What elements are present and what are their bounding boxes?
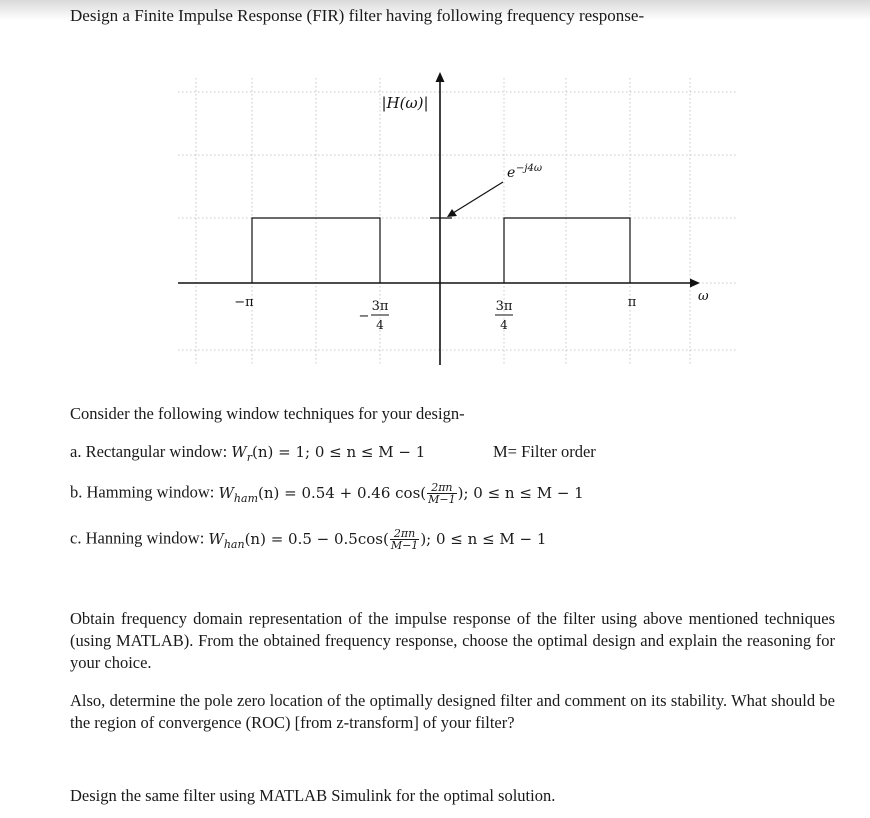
task-paragraph-2: Also, determine the pole zero location of the optimally designed filter and comment on its stability. What should be the region of convergence (ROC) [from z-transform] of your filter? xyxy=(70,691,835,732)
tick-neg-four: 4 xyxy=(376,318,384,332)
hamming-window-line xyxy=(70,482,584,505)
hanning-window-label: c. Hanning window: xyxy=(70,528,209,548)
hanning-fraction: $\frac{2\pi n}{M-1}$ xyxy=(390,527,419,552)
phase-label: e xyxy=(507,165,516,181)
magnitude-label: |H(ω)| xyxy=(381,94,429,112)
tick-neg-pi: −π xyxy=(234,295,254,310)
dotted-grid xyxy=(178,78,738,365)
omega-axis-label: ω xyxy=(698,289,709,304)
hanning-window-formula: $W_{han}(n) = 0.5 - 0.5\cos$( $\frac{2\pi n}{M-1}$ ); 0 ≤ n ≤ M − 1 xyxy=(208,527,547,552)
hamming-fraction: $\frac{2\pi n}{M-1}$ xyxy=(428,481,456,506)
task-paragraph-3: Design the same filter using MATLAB Simulink for the optimal solution. xyxy=(70,786,556,805)
right-passband xyxy=(504,218,630,283)
phase-pointer-arrow xyxy=(453,182,503,213)
intro-text: Consider the following window techniques for your design- xyxy=(70,404,465,423)
hamming-window-label: b. Hamming window: xyxy=(70,482,219,502)
phase-pointer-arrowhead xyxy=(447,209,457,217)
task-paragraph-1: Obtain frequency domain representation of the impulse response of the filter using above mentioned techniques (using MATLAB). From the obtained frequency response, choose the optimal design and explain the reasoning for your choice. xyxy=(70,609,835,672)
frequency-response-figure xyxy=(0,0,870,380)
tick-three-pi: 3π xyxy=(495,299,513,314)
rectangular-window-line xyxy=(70,442,425,464)
rectangular-window-label: a. Rectangular window: xyxy=(70,442,232,461)
page-title: Design a Finite Impulse Response (FIR) filter having following frequency response- xyxy=(70,6,645,25)
tick-four: 4 xyxy=(500,318,508,332)
phase-exponent: −j4ω xyxy=(516,163,542,174)
tick-neg-sign: − xyxy=(358,309,370,324)
hamming-window-formula: $W_{ham}(n) = 0.54 + 0.46$ cos( $\frac{2\pi n}{M-1}$ ); 0 ≤ n ≤ M − 1 xyxy=(218,481,584,506)
omega-axis-arrowhead xyxy=(690,279,700,288)
tick-pos-pi: π xyxy=(627,295,637,310)
filter-order-note: M= Filter order xyxy=(493,442,596,461)
magnitude-axis-arrowhead xyxy=(436,72,445,82)
rectangular-window-formula: $W_r(n) = 1$; 0 ≤ n ≤ M − 1 xyxy=(231,443,426,464)
tick-neg-three-pi: 3π xyxy=(371,299,389,314)
hanning-window-line xyxy=(70,528,546,551)
